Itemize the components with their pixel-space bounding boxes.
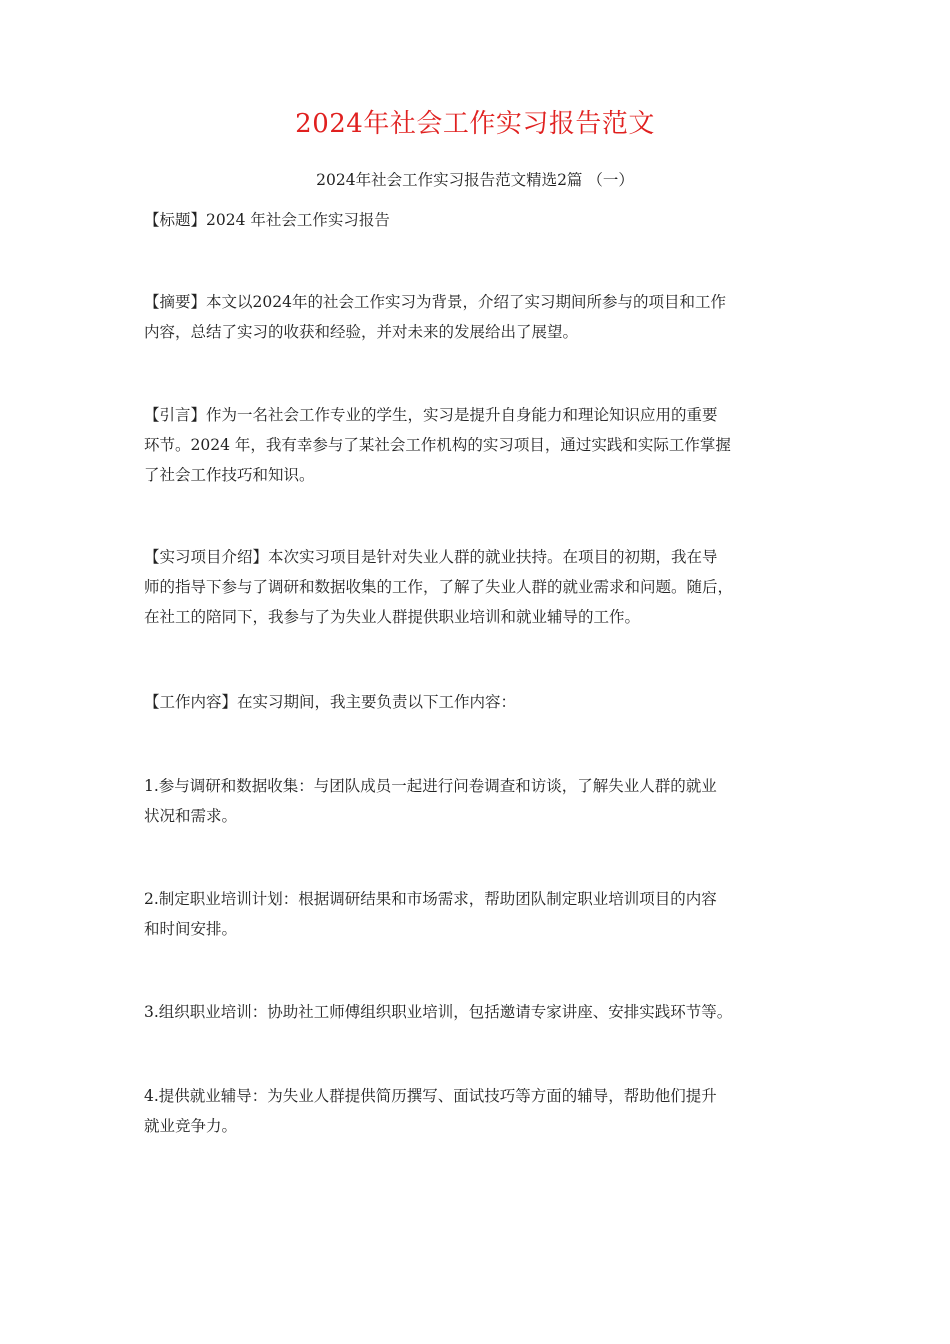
paragraph-line: 就业竞争力。 <box>144 1117 238 1135</box>
paragraph-line: 【实习项目介绍】本次实习项目是针对失业人群的就业扶持。在项目的初期，我在导 <box>144 548 718 566</box>
paragraph-line: 1.参与调研和数据收集：与团队成员一起进行问卷调查和访谈，了解失业人群的就业 <box>144 777 717 795</box>
paragraph-line: 【工作内容】在实习期间，我主要负责以下工作内容： <box>144 693 517 711</box>
paragraph-line: 4.提供就业辅导：为失业人群提供简历撰写、面试技巧等方面的辅导，帮助他们提升 <box>144 1087 717 1105</box>
list-item-4 <box>144 1081 824 1141</box>
paragraph-line: 2.制定职业培训计划：根据调研结果和市场需求，帮助团队制定职业培训项目的内容 <box>144 890 717 908</box>
paragraph-line: 环节。2024 年，我有幸参与了某社会工作机构的实习项目，通过实践和实际工作掌握 <box>144 436 731 454</box>
paragraph-line: 内容，总结了实习的收获和经验，并对未来的发展给出了展望。 <box>144 323 579 341</box>
list-item-2 <box>144 884 824 944</box>
document-title: 2024年社会工作实习报告范文 <box>295 109 655 139</box>
paragraph-line: 【引言】作为一名社会工作专业的学生，实习是提升自身能力和理论知识应用的重要 <box>144 406 718 424</box>
list-item-1 <box>144 771 824 831</box>
paragraph-line: 状况和需求。 <box>144 807 238 825</box>
paragraph-line: 和时间安排。 <box>144 920 238 938</box>
paragraph-line: 【标题】2024 年社会工作实习报告 <box>144 211 390 229</box>
paragraph-line: 师的指导下参与了调研和数据收集的工作，了解了失业人群的就业需求和问题。随后， <box>144 578 734 596</box>
paragraph-work-content <box>144 687 824 717</box>
paragraph-line: 了社会工作技巧和知识。 <box>144 466 315 484</box>
paragraph-line: 3.组织职业培训：协助社工师傅组织职业培训，包括邀请专家讲座、安排实践环节等。 <box>144 1003 733 1021</box>
paragraph-introduction <box>144 400 824 490</box>
paragraph-line: 在社工的陪同下，我参与了为失业人群提供职业培训和就业辅导的工作。 <box>144 608 641 626</box>
paragraph-abstract <box>144 287 824 347</box>
document-subtitle: 2024年社会工作实习报告范文精选2篇 （一） <box>316 171 634 189</box>
list-item-3 <box>144 997 824 1027</box>
paragraph-project-intro <box>144 542 824 632</box>
paragraph-heading-label <box>144 205 824 235</box>
paragraph-line: 【摘要】本文以2024年的社会工作实习为背景，介绍了实习期间所参与的项目和工作 <box>144 293 726 311</box>
